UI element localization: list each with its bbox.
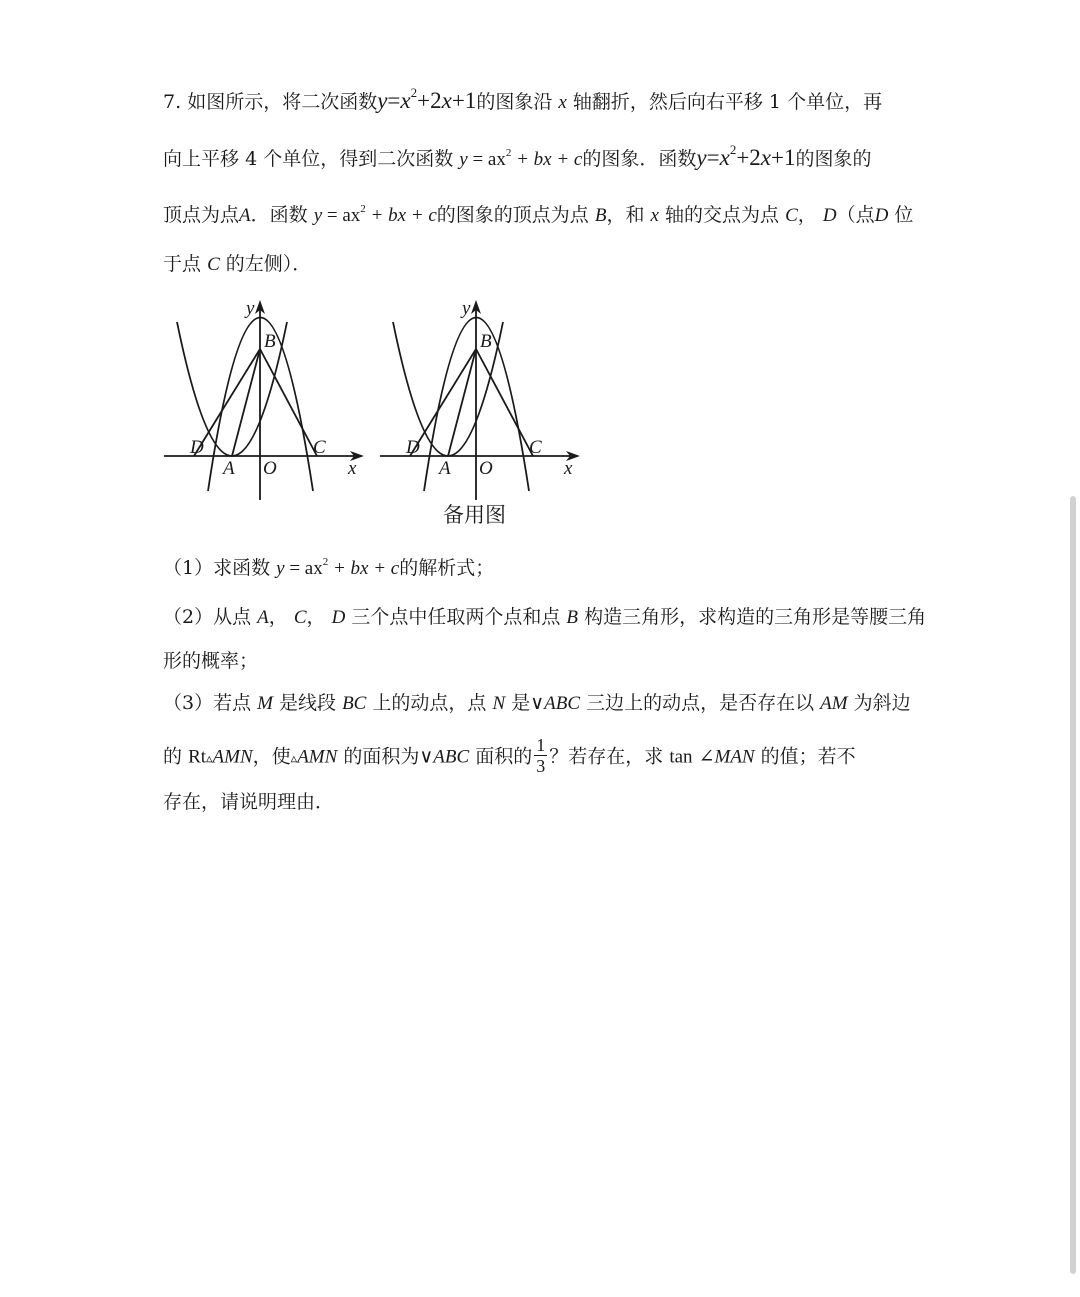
question-3-line-2: 的 Rt▵AMN，使▵AMN 的面积为∨ABC 面积的 $\frac{1}{3}$ ？若存在，求 tan ∠MAN 的值；若不 [163, 735, 856, 776]
figure-spare [366, 290, 596, 510]
question-2-line-2: 形的概率； [163, 650, 259, 672]
function-new: $y = ax^2$ + bx + c [459, 147, 583, 170]
label-x: x [348, 458, 357, 479]
question-2-line-1: （2）从点 A， C， D 三个点中任取两个点和点 B 构造三角形，求构造的三角形是等腰三角 [163, 606, 927, 628]
label-y: y [246, 298, 255, 319]
problem-line-4: 于点 C 的左侧）． [163, 253, 312, 275]
label-D: D [190, 437, 204, 458]
svg-text:D: D [406, 437, 420, 458]
figure-main [150, 290, 380, 510]
question-1: （1）求函数 $y = ax^2$ + bx + c的解析式； [163, 556, 495, 579]
problem-line-3: 顶点为点A．函数 $y = ax^2$ + bx + c的图象的顶点为点 B，和 x 轴的交点为点 C， D（点D 位 [163, 203, 914, 226]
figure-caption: 备用图 [443, 503, 506, 527]
question-3-line-1: （3）若点 M 是线段 BC 上的动点，点 N 是∨ABC 三边上的动点，是否存在以 AM 为斜边 [163, 692, 911, 714]
segment-DB [194, 349, 260, 456]
svg-text:A: A [439, 458, 451, 479]
question-3-line-3: 存在，请说明理由． [163, 791, 335, 813]
label-A: A [223, 458, 235, 479]
problem-line-2: 向上平移 4 个单位，得到二次函数 $y = ax^2$ + bx + c的图象．函数$y=x^2+2x+1$的图象的 [163, 142, 872, 170]
fraction-one-third: $\frac{1}{3}$ [536, 735, 546, 776]
svg-text:O: O [479, 458, 493, 479]
problem-line-1: 7. 如图所示，将二次函数$y=x^2+2x+1$的图象沿 x 轴翻折，然后向右平移 1 个单位，再 [163, 85, 883, 113]
label-O: O [263, 458, 277, 479]
svg-text:C: C [529, 437, 542, 458]
problem-number: 7. [163, 91, 182, 113]
label-C: C [313, 437, 326, 458]
segment-AB [232, 349, 260, 456]
function-original: $y=x^2+2x+1$ [377, 85, 477, 113]
scrollbar[interactable] [1070, 496, 1076, 1274]
svg-text:y: y [462, 298, 471, 319]
svg-text:x: x [564, 458, 573, 479]
label-B: B [264, 331, 276, 352]
svg-text:B: B [480, 331, 492, 352]
